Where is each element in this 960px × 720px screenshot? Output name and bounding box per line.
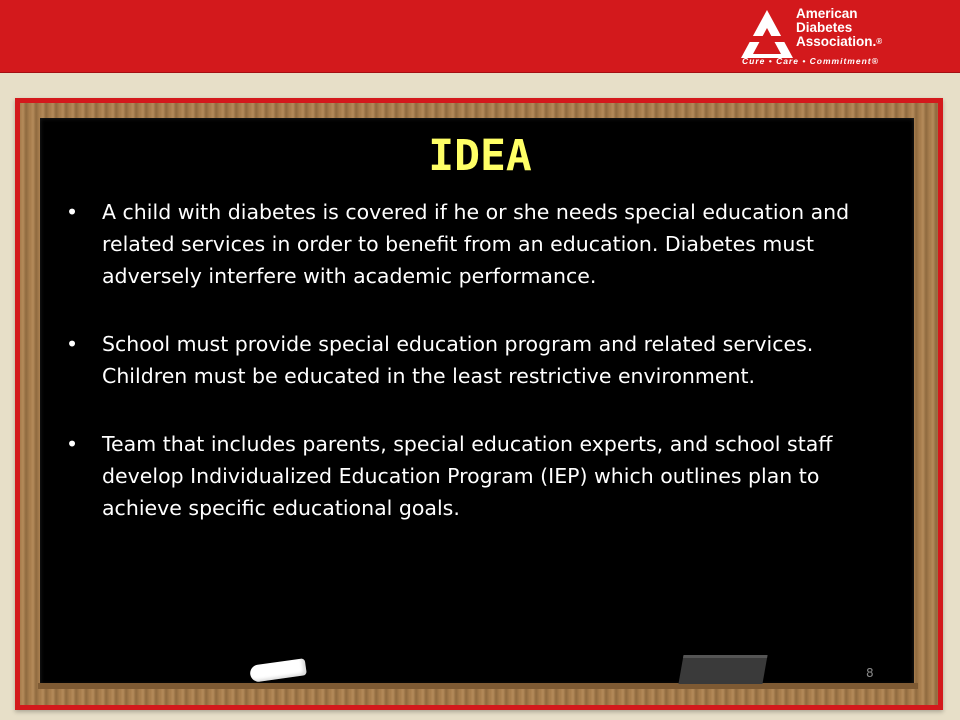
slide-number: 8 xyxy=(866,666,874,680)
eraser-icon xyxy=(678,655,767,684)
bullet-item xyxy=(62,428,902,524)
logo-line-1: American xyxy=(796,6,858,21)
bullet-item xyxy=(62,328,902,392)
chalk-ledge xyxy=(38,683,918,689)
logo-line-3 xyxy=(796,35,882,49)
logo-wordmark xyxy=(796,7,882,49)
triangle-logo-icon xyxy=(738,8,796,60)
bullet-item xyxy=(62,196,902,292)
logo-line-2: Diabetes xyxy=(796,20,853,35)
logo-tagline: Cure • Care • Commitment® xyxy=(742,56,879,66)
logo-line-3-text: Association. xyxy=(796,34,877,49)
bullet-text: Team that includes parents, special education experts, and school staff develop Individualized Education Program (IEP) which outlines plan to achieve specific educational goals. xyxy=(102,432,833,520)
bullet-text: School must provide special education program and related services. Children must be educated in the least restrictive environment. xyxy=(102,332,814,388)
bullet-marker: • xyxy=(66,332,79,356)
bullet-list xyxy=(62,196,902,560)
bullet-marker: • xyxy=(66,432,79,456)
ada-logo xyxy=(738,6,938,68)
slide-title: IDEA xyxy=(428,131,532,181)
registered-mark: ® xyxy=(876,37,883,46)
header-bar xyxy=(0,0,960,73)
bullet-text: A child with diabetes is covered if he or she needs special education and related services in order to benefit from an education. Diabetes must adversely interfere with academic performance. xyxy=(102,200,850,288)
bullet-marker: • xyxy=(66,200,79,224)
